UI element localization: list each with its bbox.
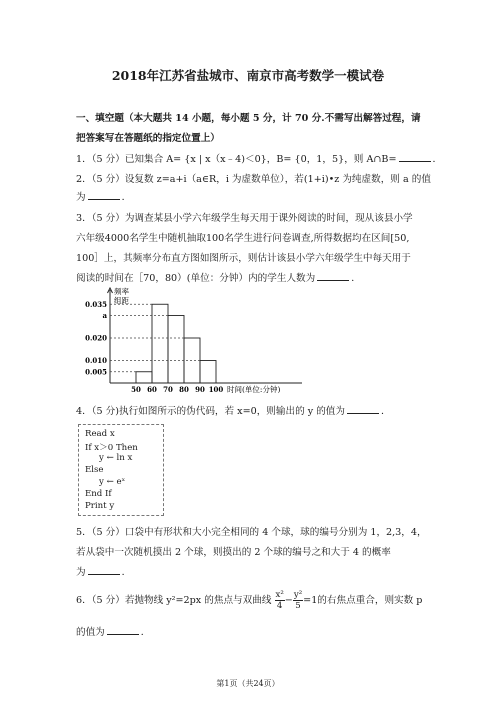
y-tick-label: 0.020	[85, 333, 107, 343]
question-1-text: 1．（5 分）已知集合 A= {x | x（x﹣4)＜0}，B= {0，1，5}，则 A∩B=	[76, 154, 397, 165]
question-6-line1	[76, 590, 422, 611]
answer-blank	[347, 404, 379, 414]
histogram-bar	[200, 361, 216, 384]
code-line: If x＞0 Then	[85, 443, 138, 453]
histogram-bar	[168, 316, 184, 384]
y-axis-label: 组距	[114, 296, 129, 305]
question-5-text: 为	[76, 567, 86, 578]
frac-den: 5	[295, 601, 301, 611]
question-2-line1: 2．（5 分）设复数 z=a+i（a∈R，i 为虚数单位），若(1+i)•z 为纯虚数，则 a 的值	[76, 174, 431, 185]
minus-sign: −	[284, 595, 293, 606]
x-tick-label: 100	[208, 385, 224, 394]
x-axis-label: 时间(单位:分钟)	[227, 385, 281, 394]
histogram-bar	[136, 372, 152, 383]
question-3-line4: 阅读的时间在［70，80）(单位：分钟）内的学生人数为 ．	[76, 273, 361, 284]
question-6-prefix: 6．（5 分）若抛物线 y²=2px 的焦点与双曲线	[76, 595, 272, 606]
code-line: Else	[85, 465, 104, 475]
page-title: 2018年江苏省盐城市、南京市高考数学一模试卷	[111, 68, 385, 83]
x-tick-label: 80	[179, 385, 189, 394]
pseudocode-box	[78, 424, 164, 516]
question-1: 1．（5 分）已知集合 A= {x | x（x﹣4)＜0}，B= {0，1，5}，则 A∩B= ．	[76, 154, 443, 165]
code-line: Print y	[85, 501, 115, 511]
y-tick-label: a	[102, 311, 107, 320]
fraction-y2-over-5	[293, 590, 303, 611]
question-4: 4．（5 分)执行如图所示的伪代码，若 x=0，则输出的 y 的值为 ．	[76, 406, 391, 417]
section-heading-line1: 一、填空题（本大题共 14 小题，每小题 5 分，计 70 分.不需写出解答过程，请	[76, 113, 421, 124]
code-line: y ← eˣ	[99, 477, 126, 487]
frac-num: x²	[275, 590, 284, 600]
frequency-histogram	[76, 286, 316, 394]
x-tick-label: 70	[163, 385, 173, 394]
question-3-text: 阅读的时间在［70，80）(单位：分钟）内的学生人数为	[76, 273, 316, 284]
y-tick-label: 0.035	[85, 299, 107, 309]
question-6-text: 的值为	[76, 627, 105, 638]
code-line: End If	[85, 489, 112, 499]
question-5-line2: 若从袋中一次随机摸出 2 个球，则摸出的 2 个球的编号之和大于 4 的概率	[76, 547, 391, 558]
question-4-text: 4．（5 分)执行如图所示的伪代码，若 x=0，则输出的 y 的值为	[76, 406, 345, 417]
code-line: Read x	[85, 429, 115, 439]
y-axis-label: 频率	[114, 287, 129, 296]
question-3-line1: 3．（5 分）为调查某县小学六年级学生每天用于课外阅读的时间，现从该县小学	[76, 213, 413, 224]
frac-num: y²	[293, 590, 303, 600]
code-line: y ← ln x	[99, 453, 133, 463]
fraction-x2-over-4	[275, 590, 285, 611]
y-tick-label: 0.005	[85, 367, 107, 377]
question-2-text: 为	[76, 192, 86, 203]
question-6-line2: 的值为 ．	[76, 627, 151, 638]
histogram-bar	[152, 304, 168, 383]
x-tick-label: 60	[147, 385, 157, 394]
frac-den: 4	[276, 601, 283, 611]
question-3-line2: 六年级4000名学生中随机抽取100名学生进行问卷调查,所得数据均在区间[50,	[76, 233, 410, 244]
x-tick-label: 50	[131, 385, 141, 394]
question-5-line1: 5．（5 分）口袋中有形状和大小完全相同的 4 个球，球的编号分别为 1，2,3，4，	[76, 527, 427, 538]
question-6-suffix: =1的右焦点重合，则实数 p	[303, 595, 423, 606]
section-heading-line2: 把答案写在答题纸的指定位置上）	[76, 133, 220, 144]
y-tick-label: 0.010	[85, 356, 107, 365]
question-2-line2: 为 ．	[76, 192, 132, 203]
x-tick-label: 90	[195, 385, 205, 394]
answer-blank	[399, 152, 431, 162]
answer-blank	[88, 190, 120, 200]
answer-blank	[317, 271, 349, 281]
page-footer: 第1页（共24页）	[216, 679, 280, 688]
answer-blank	[107, 625, 139, 635]
question-5-line3: 为 ．	[76, 567, 132, 578]
answer-blank	[88, 565, 120, 575]
question-3-line3: 100］上，其频率分布直方图如图所示，则估计该县小学六年级学生中每天用于	[76, 253, 411, 264]
